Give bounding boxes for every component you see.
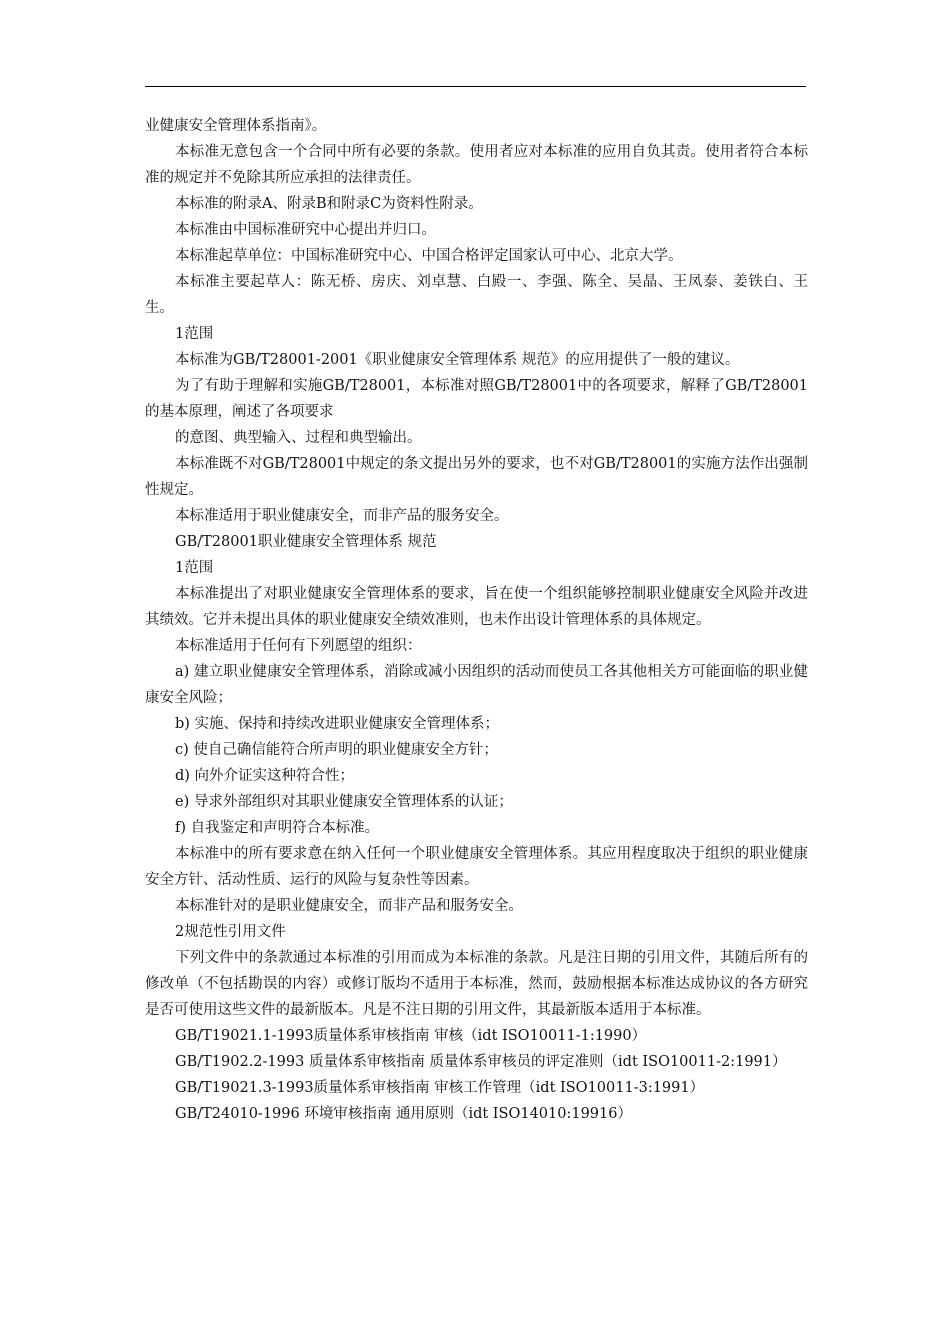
paragraph: GB/T19021.3-1993质量体系审核指南 审核工作管理（idt ISO10011-3:1991） [175,1080,705,1096]
paragraph: a) 建立职业健康安全管理体系，消除或减小因组织的活动而使员工各其他相关方可能面临的职业健康安全风险； [145,664,808,706]
paragraph: c) 使自己确信能符合所声明的职业健康安全方针； [175,742,498,758]
paragraph: b) 实施、保持和持续改进职业健康安全管理体系； [175,716,500,732]
paragraph: 本标准既不对GB/T28001中规定的条文提出另外的要求，也不对GB/T28001的实施方法作出强制性规定。 [145,456,808,498]
paragraph: 本标准为GB/T28001-2001《职业健康安全管理体系 规范》的应用提供了一般的建议。 [175,352,740,368]
paragraph: 2规范性引用文件 [175,924,286,940]
paragraph: d) 向外介证实这种符合性； [175,768,355,784]
paragraph: f) 自我鉴定和声明符合本标准。 [175,820,380,836]
paragraph: 本标准适用于职业健康安全，而非产品的服务安全。 [175,508,509,524]
paragraph: 本标准的附录A、附录B和附录C为资料性附录。 [175,196,483,212]
paragraph: 本标准起草单位：中国标准研究中心、中国合格评定国家认可中心、北京大学。 [175,248,683,264]
paragraph: 本标准针对的是职业健康安全，而非产品和服务安全。 [175,898,523,914]
paragraph: 本标准主要起草人：陈无桥、房庆、刘卓慧、白殿一、李强、陈全、吴晶、王凤泰、姜铁白、王生。 [145,274,808,316]
paragraph: 业健康安全管理体系指南》。 [145,118,327,134]
paragraph: 1范围 [175,326,214,342]
paragraph: GB/T1902.2-1993 质量体系审核指南 质量体系审核员的评定准则（idt ISO10011-2:1991） [175,1054,787,1070]
paragraph: 本标准适用于任何有下列愿望的组织： [175,638,422,654]
paragraph: 1范围 [175,560,214,576]
paragraph: 为了有助于理解和实施GB/T28001，本标准对照GB/T28001中的各项要求，解释了GB/T28001的基本原理，阐述了各项要求 [145,378,808,420]
paragraph: GB/T19021.1-1993质量体系审核指南 审核（idt ISO10011-1:1990） [175,1028,647,1044]
paragraph: 本标准由中国标准研究中心提出并归口。 [175,222,436,238]
document-body [145,113,808,1127]
paragraph: 的意图、典型输入、过程和典型输出。 [175,430,422,446]
header-rule [145,86,806,87]
paragraph: GB/T28001职业健康安全管理体系 规范 [175,534,437,550]
paragraph: e) 导求外部组织对其职业健康安全管理体系的认证； [175,794,513,810]
paragraph: 本标准中的所有要求意在纳入任何一个职业健康安全管理体系。其应用程度取决于组织的职业健康安全方针、活动性质、运行的风险与复杂性等因素。 [145,846,808,888]
paragraph: 本标准提出了对职业健康安全管理体系的要求，旨在使一个组织能够控制职业健康安全风险并改进其绩效。它并未提出具体的职业健康安全绩效准则，也未作出设计管理体系的具体规定。 [145,586,808,628]
paragraph: 下列文件中的条款通过本标准的引用而成为本标准的条款。凡是注日期的引用文件，其随后所有的修改单（不包括勘误的内容）或修订版均不适用于本标准，然而，鼓励根据本标准达成协议的各方研究是否可使用这些文件的最新版本。凡是不注日期的引用文件，其最新版本适用于本标准。 [145,950,808,1018]
paragraph: GB/T24010-1996 环境审核指南 通用原则（idt ISO14010:19916） [175,1106,632,1122]
paragraph: 本标准无意包含一个合同中所有必要的条款。使用者应对本标准的应用自负其责。使用者符合本标准的规定并不免除其所应承担的法律责任。 [145,144,808,186]
